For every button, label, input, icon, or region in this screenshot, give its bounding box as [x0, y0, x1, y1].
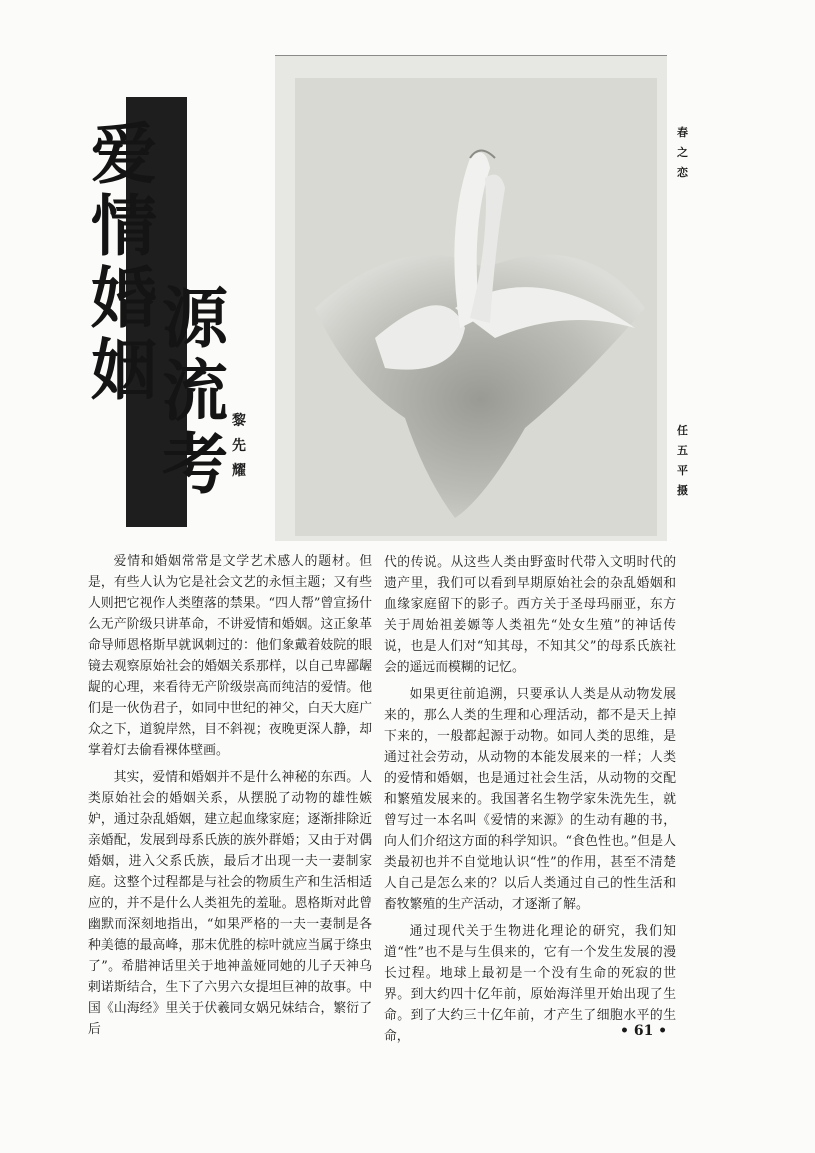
article-title-line-1 [91, 116, 157, 410]
article-title-line-2 [162, 280, 228, 505]
swan-photo [295, 78, 657, 536]
title-char: 爱 [91, 116, 157, 193]
paragraph: 爱情和婚姻常常是文学艺术感人的题材。但是，有些人认为它是社会文艺的永恒主题；又有些人则把它视作人类堕落的禁果。“四人帮”曾宣扬什么无产阶级只讲革命，不讲爱情和婚姻。这正象革命导师恩格斯早就讽刺过的：他们象戴着妓院的眼镜去观察原始社会的婚姻关系那样，以自己卑鄙龌龊的心理，来看待无产阶级崇高而纯洁的爱情。他们是一伙伪君子，如同中世纪的神父，白天大庭广众之下，道貌岸然，目不斜视；夜晚更深人静，却掌着灯去偷看裸体壁画。 [88, 554, 372, 758]
title-char: 源 [162, 280, 228, 357]
paragraph: 通过现代关于生物进化理论的研究，我们知道“性”也不是与生俱来的，它有一个发生发展的漫长过程。地球上最初是一个没有生命的死寂的世界。到大约四十亿年前，原始海洋里开始出现了生命。到了大约三十亿年前，才产生了细胞水平的生命， [384, 924, 676, 1044]
title-char: 流 [162, 353, 228, 430]
title-char: 姻 [91, 332, 157, 409]
author-name: 黎 先 耀 [232, 413, 246, 479]
photo-credit: 任 五 平 摄 [677, 424, 688, 497]
paragraph: 如果更往前追溯，只要承认人类是从动物发展来的，那么人类的生理和心理活动，都不是天上掉下来的，一般都起源于动物。如同人类的思维，是通过社会劳动，从动物的本能发展来的一样；人类的爱情和婚姻，也是通过社会生活，从动物的交配和繁殖发展来的。我国著名生物学家朱洗先生，就曾写过一本名叫《爱情的来源》的生动有趣的书，向人们介绍这方面的科学知识。“食色性也。”但是人类最初也并不自觉地认识“性”的作用，甚至不清楚人自己是怎么来的？以后人类通过自己的性生活和畜牧繁殖的生产活动，才逐渐了解。 [384, 687, 676, 912]
title-char: 情 [91, 188, 157, 265]
paragraph: 代的传说。从这些人类由野蛮时代带入文明时代的遗产里，我们可以看到早期原始社会的杂乱婚姻和血缘家庭留下的影子。西方关于圣母玛丽亚，东方关于周始祖姜嫄等人类祖先“处女生殖”的神话传说，也是人们对“知其母，不知其父”的母系氏族社会的遥远而模糊的记忆。 [384, 555, 676, 675]
paragraph: 其实，爱情和婚姻并不是什么神秘的东西。人类原始社会的婚姻关系，从摆脱了动物的雄性嫉妒，通过杂乱婚姻，建立起血缘家庭；逐渐排除近亲婚配，发展到母系氏族的族外群婚；又由于对偶婚姻，进入父系氏族，最后才出现一夫一妻制家庭。这整个过程都是与社会的物质生产和生活相适应的，并不是什么人类祖先的羞耻。恩格斯对此曾幽默而深刻地指出，“如果严格的一夫一妻制是各种美德的最高峰，那末优胜的棕叶就应当属于绦虫了”。希腊神话里关于地神盖娅同她的儿子天神乌剌诺斯结合，生下了六男六女提坦巨神的故事。中国《山海经》里关于伏羲同女娲兄妹结合，繁衍了后 [88, 770, 372, 1037]
page-number: • 61 • [620, 1023, 668, 1039]
body-column-left [88, 551, 372, 1040]
body-column-right [384, 552, 676, 1047]
photo-caption: 春 之 恋 [677, 126, 688, 179]
title-char: 婚 [91, 260, 157, 337]
title-char: 考 [162, 426, 228, 503]
